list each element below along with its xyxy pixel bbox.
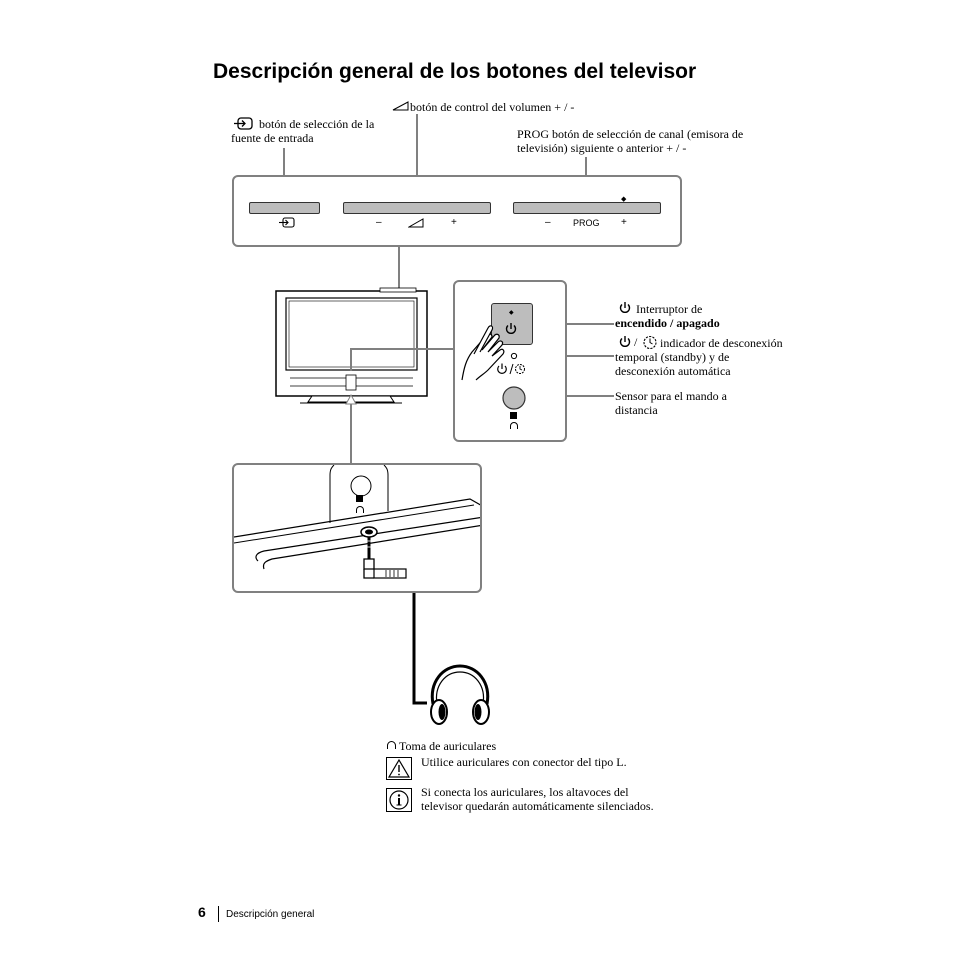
info-icon: [386, 788, 412, 812]
warning-note: Utilice auriculares con conector del tipo L.: [421, 755, 627, 769]
warning-icon: [386, 757, 412, 780]
footer-section: Descripción general: [226, 909, 315, 920]
prog-callout: PROG botón de selección de canal (emisora de televisión) siguiente o anterior + / -: [517, 127, 744, 155]
sensor-mark-icon: [510, 412, 517, 419]
volume-plus-label: +: [451, 217, 457, 228]
input-select-icon: [278, 217, 296, 229]
headphone-socket-title: Toma de auriculares: [399, 739, 497, 753]
footer-divider: [218, 906, 219, 922]
headphone-icon: [509, 421, 519, 431]
prog-label: PROG: [573, 218, 600, 228]
input-select-button[interactable]: [249, 202, 320, 214]
headphone-icon: [386, 740, 397, 751]
info-note: Si conecta los auriculares, los altavoces del televisor quedarán automáticamente silenciados.: [421, 785, 654, 813]
sensor-mark-icon: [356, 495, 363, 502]
prog-minus-label: –: [545, 217, 551, 228]
power-dot-icon: ◆: [509, 310, 514, 316]
power-callout-bold: encendido / apagado: [615, 316, 720, 330]
standby-separator: /: [634, 335, 638, 349]
remote-sensor: [501, 385, 527, 411]
power-icon: [618, 301, 632, 315]
power-callout-label: Interruptor de: [636, 302, 703, 316]
volume-button[interactable]: [343, 202, 491, 214]
page-title: Descripción general de los botones del televisor: [213, 60, 697, 83]
volume-minus-label: –: [376, 217, 382, 228]
standby-led: [510, 352, 518, 360]
volume-icon: [408, 218, 424, 228]
prog-dot-icon: ◆: [621, 195, 627, 203]
input-select-callout: botón de selección de la fuente de entrada: [231, 117, 375, 145]
headphones-illustration: [425, 660, 495, 730]
page-number: 6: [198, 904, 206, 920]
volume-callout: botón de control del volumen + / -: [410, 100, 575, 114]
headphone-detail-panel: [232, 463, 482, 593]
sensor-callout: Sensor para el mando a distancia: [615, 389, 727, 417]
headphone-icon: [355, 505, 365, 515]
standby-callout: indicador de desconexión temporal (standby) y de desconexión automática: [615, 336, 783, 378]
prog-plus-label: +: [621, 217, 627, 228]
standby-timer-icon: [496, 362, 528, 376]
prog-button[interactable]: [513, 202, 661, 214]
